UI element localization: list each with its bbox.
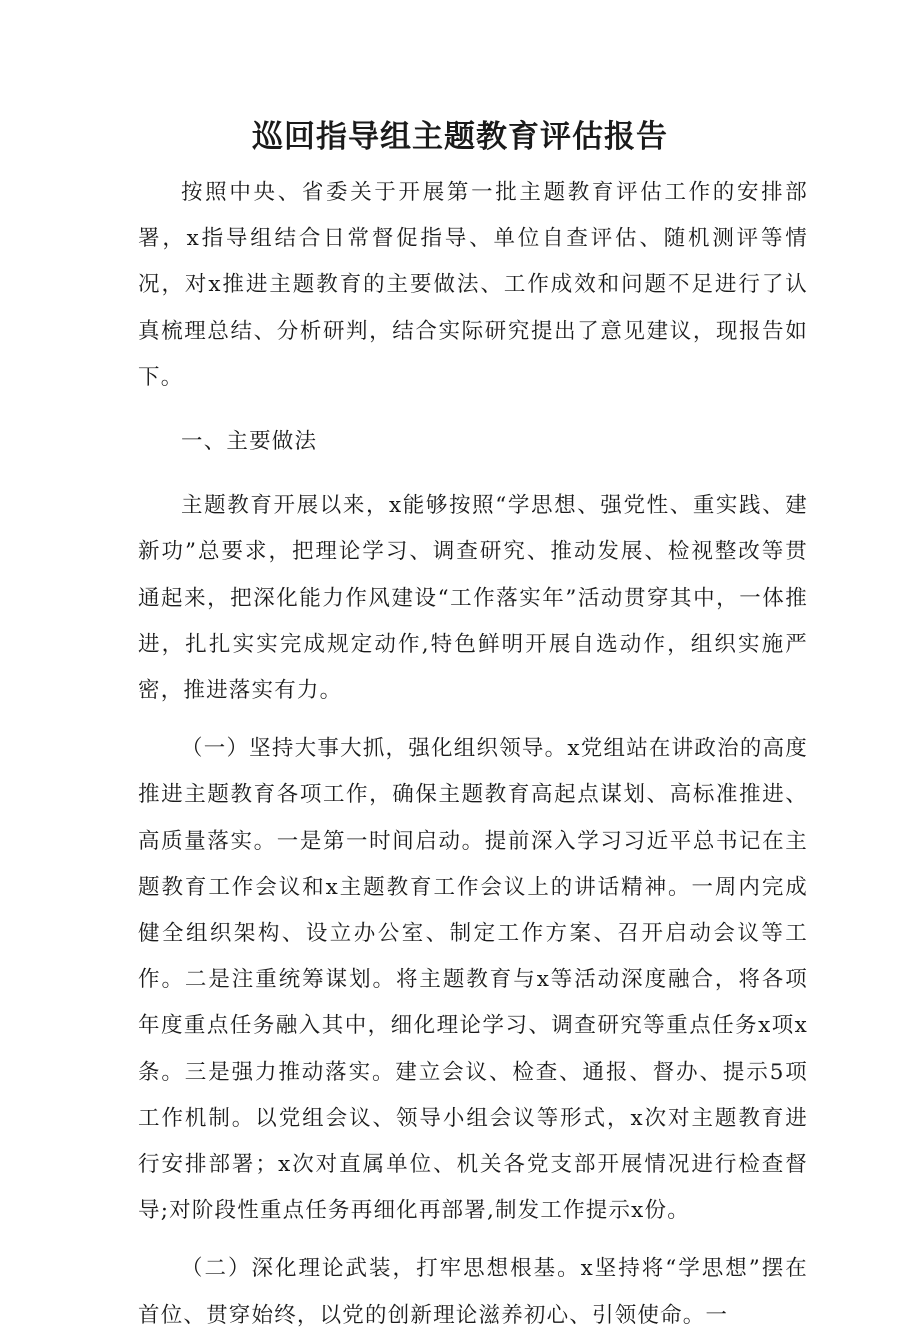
subsection-paragraph-2: （二）深化理论武装，打牢思想根基。x坚持将“学思想”摆在首位、贯穿始终，以党的创新理论滋养初心、引领使命。一 [138,1256,808,1328]
intro-paragraph: 按照中央、省委关于开展第一批主题教育评估工作的安排部署，x指导组结合日常督促指导、单位自查评估、随机测评等情况，对x推进主题教育的主要做法、工作成效和问题不足进行了认真梳理总结、分析研判，结合实际研究提出了意见建议，现报告如下。 [138,180,808,390]
section-intro-paragraph: 主题教育开展以来，x能够按照“学思想、强党性、重实践、建新功”总要求，把理论学习、调查研究、推动发展、检视整改等贯通起来，把深化能力作风建设“工作落实年”活动贯穿其中，一体推进，扎扎实实完成规定动作,特色鲜明开展自选动作，组织实施严密，推进落实有力。 [138,493,808,704]
section-heading: 一、主要做法 [181,429,318,455]
subsection-paragraph-1: （一）坚持大事大抓，强化组织领导。x党组站在讲政治的高度推进主题教育各项工作，确保主题教育高起点谋划、高标准推进、高质量落实。一是第一时间启动。提前深入学习习近平总书记在主题教育工作会议和x主题教育工作会议上的讲话精神。一周内完成健全组织架构、设立办公室、制定工作方案、召开启动会议等工作。二是注重统筹谋划。将主题教育与x等活动深度融合，将各项年度重点任务融入其中，细化理论学习、调查研究等重点任务x项x条。三是强力推动落实。建立会议、检查、通报、督办、提示5项工作机制。以党组会议、领导小组会议等形式，x次对主题教育进行安排部署；x次对直属单位、机关各党支部开展情况进行检查督导;对阶段性重点任务再细化再部署,制发工作提示x份。 [138,736,808,1224]
document-title: 巡回指导组主题教育评估报告 [252,119,668,155]
document-body [138,170,808,1339]
